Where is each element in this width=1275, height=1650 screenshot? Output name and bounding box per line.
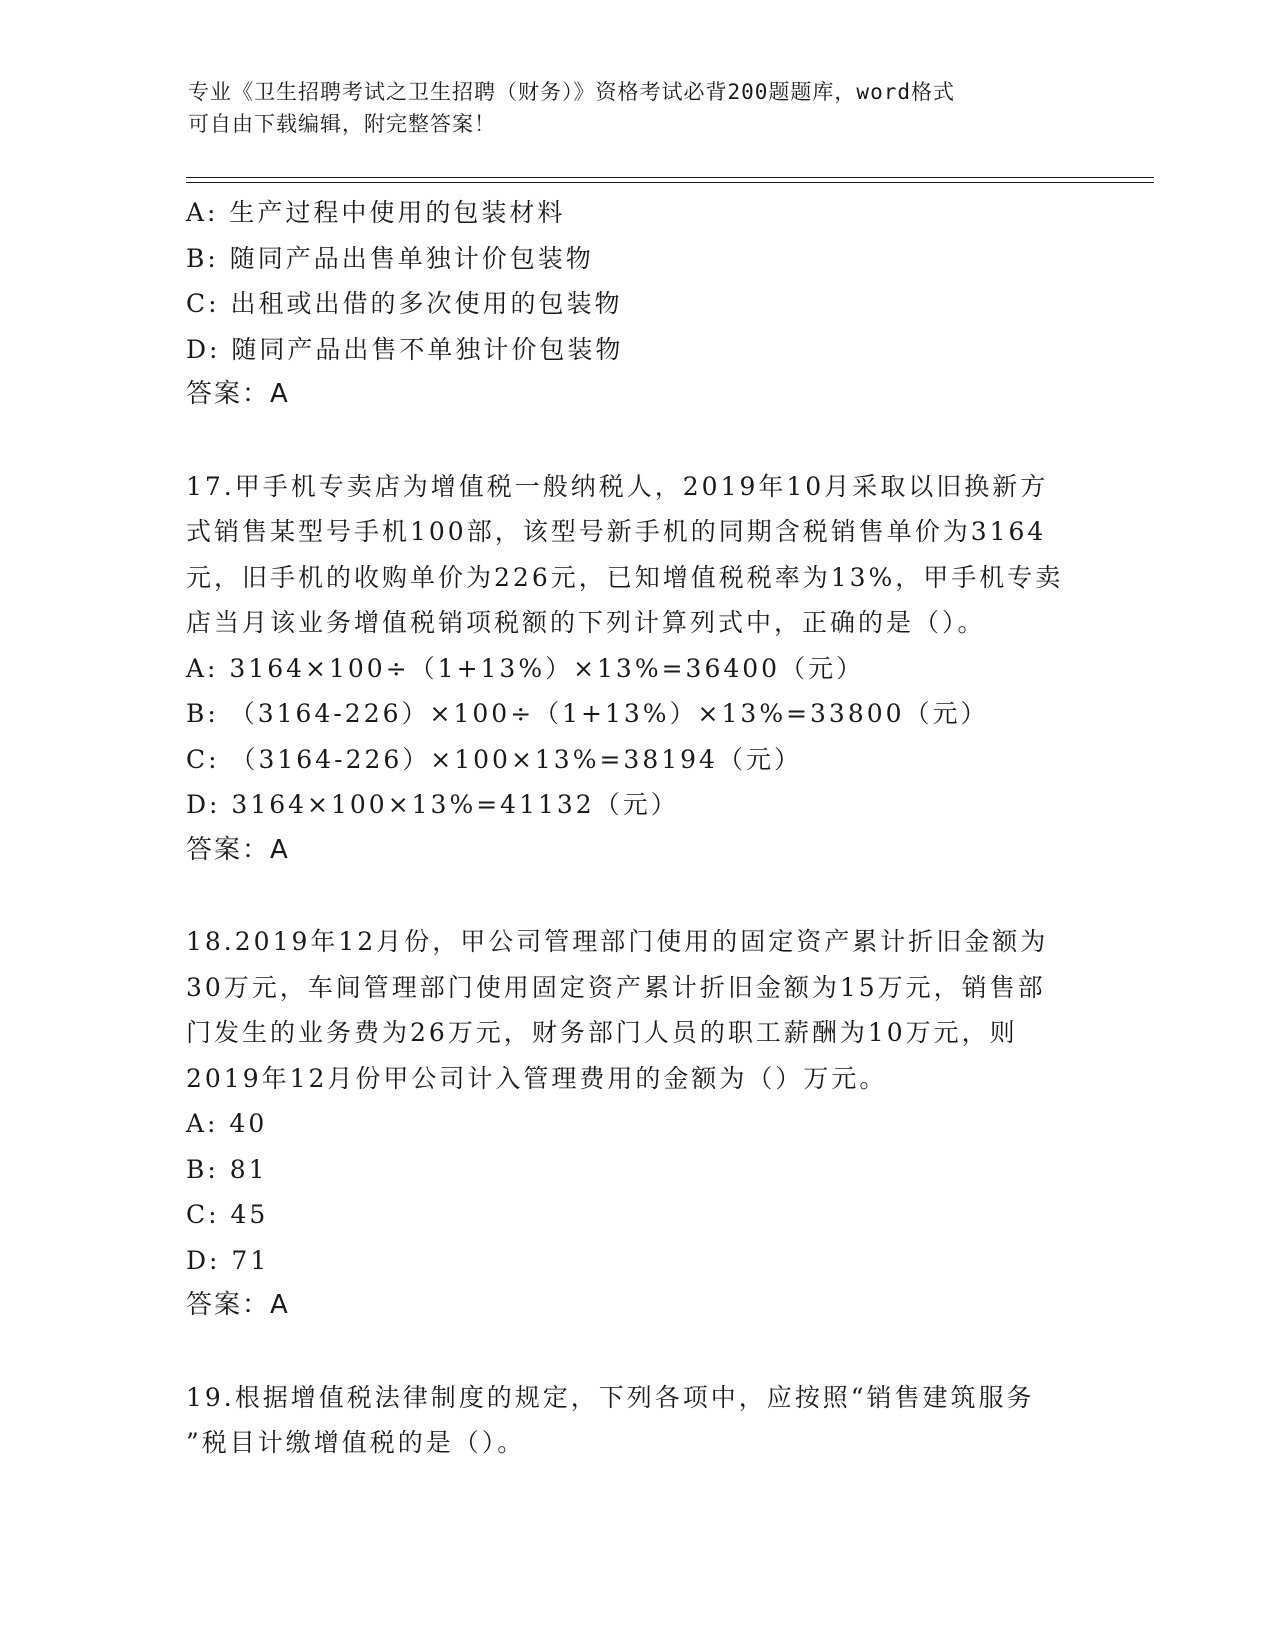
- question-block: [186, 190, 1086, 418]
- question-block: [186, 919, 1086, 1329]
- option-b: B: 81: [186, 1154, 268, 1184]
- question-text-line: 17.甲手机专卖店为增值税一般纳税人，2019年10月采取以旧换新方: [186, 471, 1049, 501]
- option-a: A: 生产过程中使用的包装材料: [186, 198, 566, 227]
- question-text-line: 2019年12月份甲公司计入管理费用的金额为（）万元。: [186, 1063, 888, 1093]
- question-text-line: 19.根据增值税法律制度的规定，下列各项中，应按照“销售建筑服务: [186, 1382, 1035, 1412]
- option-d: D: 随同产品出售不单独计价包装物: [186, 334, 624, 364]
- block-spacer: [186, 873, 1086, 919]
- document-body: [186, 190, 1086, 1466]
- option-a: A: 3164×100÷（1+13%）×13%=36400（元）: [186, 653, 865, 683]
- question-text-line: 式销售某型号手机100部，该型号新手机的同期含税销售单价为3164: [186, 517, 1047, 546]
- header-divider: [186, 182, 1154, 183]
- option-d: D: 71: [186, 1245, 270, 1275]
- block-spacer: [186, 1329, 1086, 1375]
- block-spacer: [186, 418, 1086, 464]
- option-c: C: （3164-226）×100×13%=38194（元）: [186, 744, 802, 774]
- option-b: B: （3164-226）×100÷（1+13%）×13%=33800（元）: [186, 699, 989, 728]
- question-block: [186, 464, 1086, 874]
- question-text-line: 门发生的业务费为26万元，财务部门人员的职工薪酬为10万元，则: [186, 1018, 1018, 1047]
- header-line-1: 专业《卫生招聘考试之卫生招聘（财务）》资格考试必背200题题库，word格式: [188, 80, 955, 104]
- answer-line: 答案：A: [186, 379, 290, 409]
- question-text-line: 店当月该业务增值税销项税额的下列计算列式中，正确的是（）。: [186, 608, 986, 637]
- option-c: C: 出租或出借的多次使用的包装物: [186, 289, 623, 318]
- header-line-2: 可自由下载编辑，附完整答案！: [188, 112, 496, 136]
- question-text-line: 18.2019年12月份，甲公司管理部门使用的固定资产累计折旧金额为: [186, 927, 1049, 956]
- answer-line: 答案：A: [186, 1290, 290, 1320]
- option-d: D: 3164×100×13%=41132（元）: [186, 790, 679, 819]
- option-b: B: 随同产品出售单独计价包装物: [186, 243, 594, 273]
- question-text-line: 30万元，车间管理部门使用固定资产累计折旧金额为15万元，销售部: [186, 972, 1046, 1002]
- option-c: C: 45: [186, 1200, 269, 1229]
- option-a: A: 40: [186, 1109, 268, 1138]
- header-divider: [186, 177, 1154, 178]
- question-text-line: ”税目计缴增值税的是（）。: [186, 1428, 526, 1457]
- question-text-line: 元，旧手机的收购单价为226元，已知增值税税率为13%，甲手机专卖: [186, 562, 1064, 592]
- document-header: [188, 76, 1068, 140]
- answer-line: 答案：A: [186, 834, 290, 865]
- question-block: [186, 1375, 1086, 1466]
